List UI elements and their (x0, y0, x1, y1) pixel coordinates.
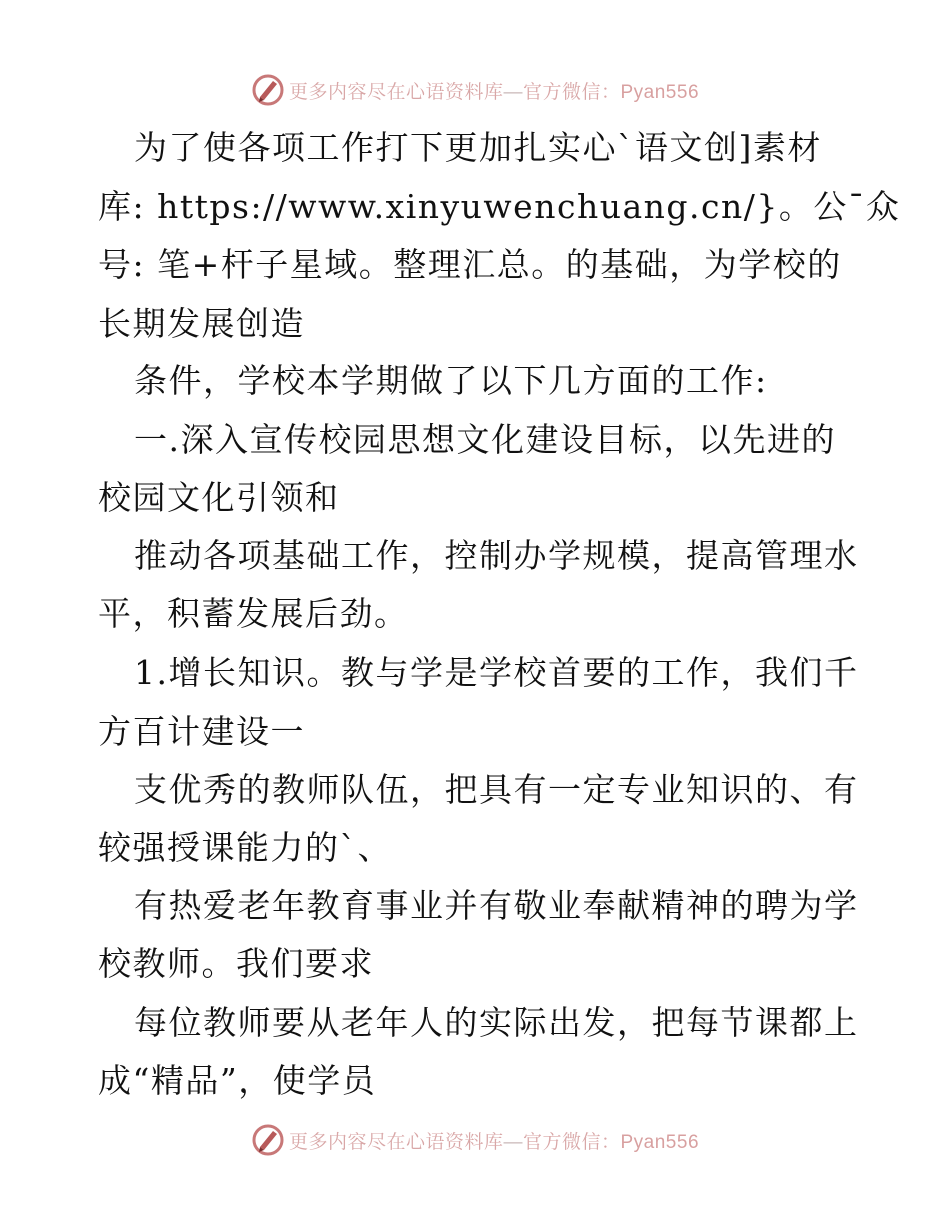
body-line: 支优秀的教师队伍，把具有一定专业知识的、有 (134, 770, 859, 809)
banner-separator: — (503, 1131, 523, 1153)
body-line: 条件，学校本学期做了以下几方面的工作: (134, 361, 768, 400)
body-line: 1.增长知识。教与学是学校首要的工作，我们千 (134, 653, 859, 692)
banner-main-text: 更多内容尽在心语资料库 (288, 81, 504, 103)
body-line: 成“精品”，使学员 (98, 1061, 377, 1100)
body-line: 校园文化引领和 (98, 478, 340, 517)
body-line: 为了使各项工作打下更加扎实心`语文创]素材 (134, 128, 822, 167)
footer-watermark (0, 1123, 950, 1157)
banner-official-label: 官方微信： (522, 81, 621, 103)
banner-wechat-id: Pyan556 (620, 81, 700, 103)
banner-wechat-id: Pyan556 (620, 1131, 700, 1153)
body-line: 方百计建设一 (98, 712, 305, 751)
body-line: 平，积蓄发展后劲。 (98, 594, 409, 633)
body-line: 号: 笔+杆子星域。整理汇总。的基础，为学校的 (98, 245, 842, 284)
body-line: 校教师。我们要求 (98, 944, 374, 983)
body-line: 一.深入宣传校园思想文化建设目标，以先进的 (134, 420, 836, 459)
body-line: 每位教师要从老年人的实际出发，把每节课都上 (134, 1003, 859, 1042)
body-line: 较强授课能力的`、 (98, 828, 392, 867)
banner-separator: — (503, 81, 523, 103)
pen-logo-icon (251, 1123, 285, 1157)
body-line: 有热爱老年教育事业并有敬业奉献精神的聘为学 (134, 886, 859, 925)
body-line: 推动各项基础工作，控制办学规模，提高管理水 (134, 536, 859, 575)
banner-official-label: 官方微信： (522, 1131, 621, 1153)
banner-main-text: 更多内容尽在心语资料库 (288, 1131, 504, 1153)
body-line: 库: https://www.xinyuwenchuang.cn/}。公¯众 (98, 187, 901, 226)
body-line: 长期发展创造 (98, 304, 305, 343)
